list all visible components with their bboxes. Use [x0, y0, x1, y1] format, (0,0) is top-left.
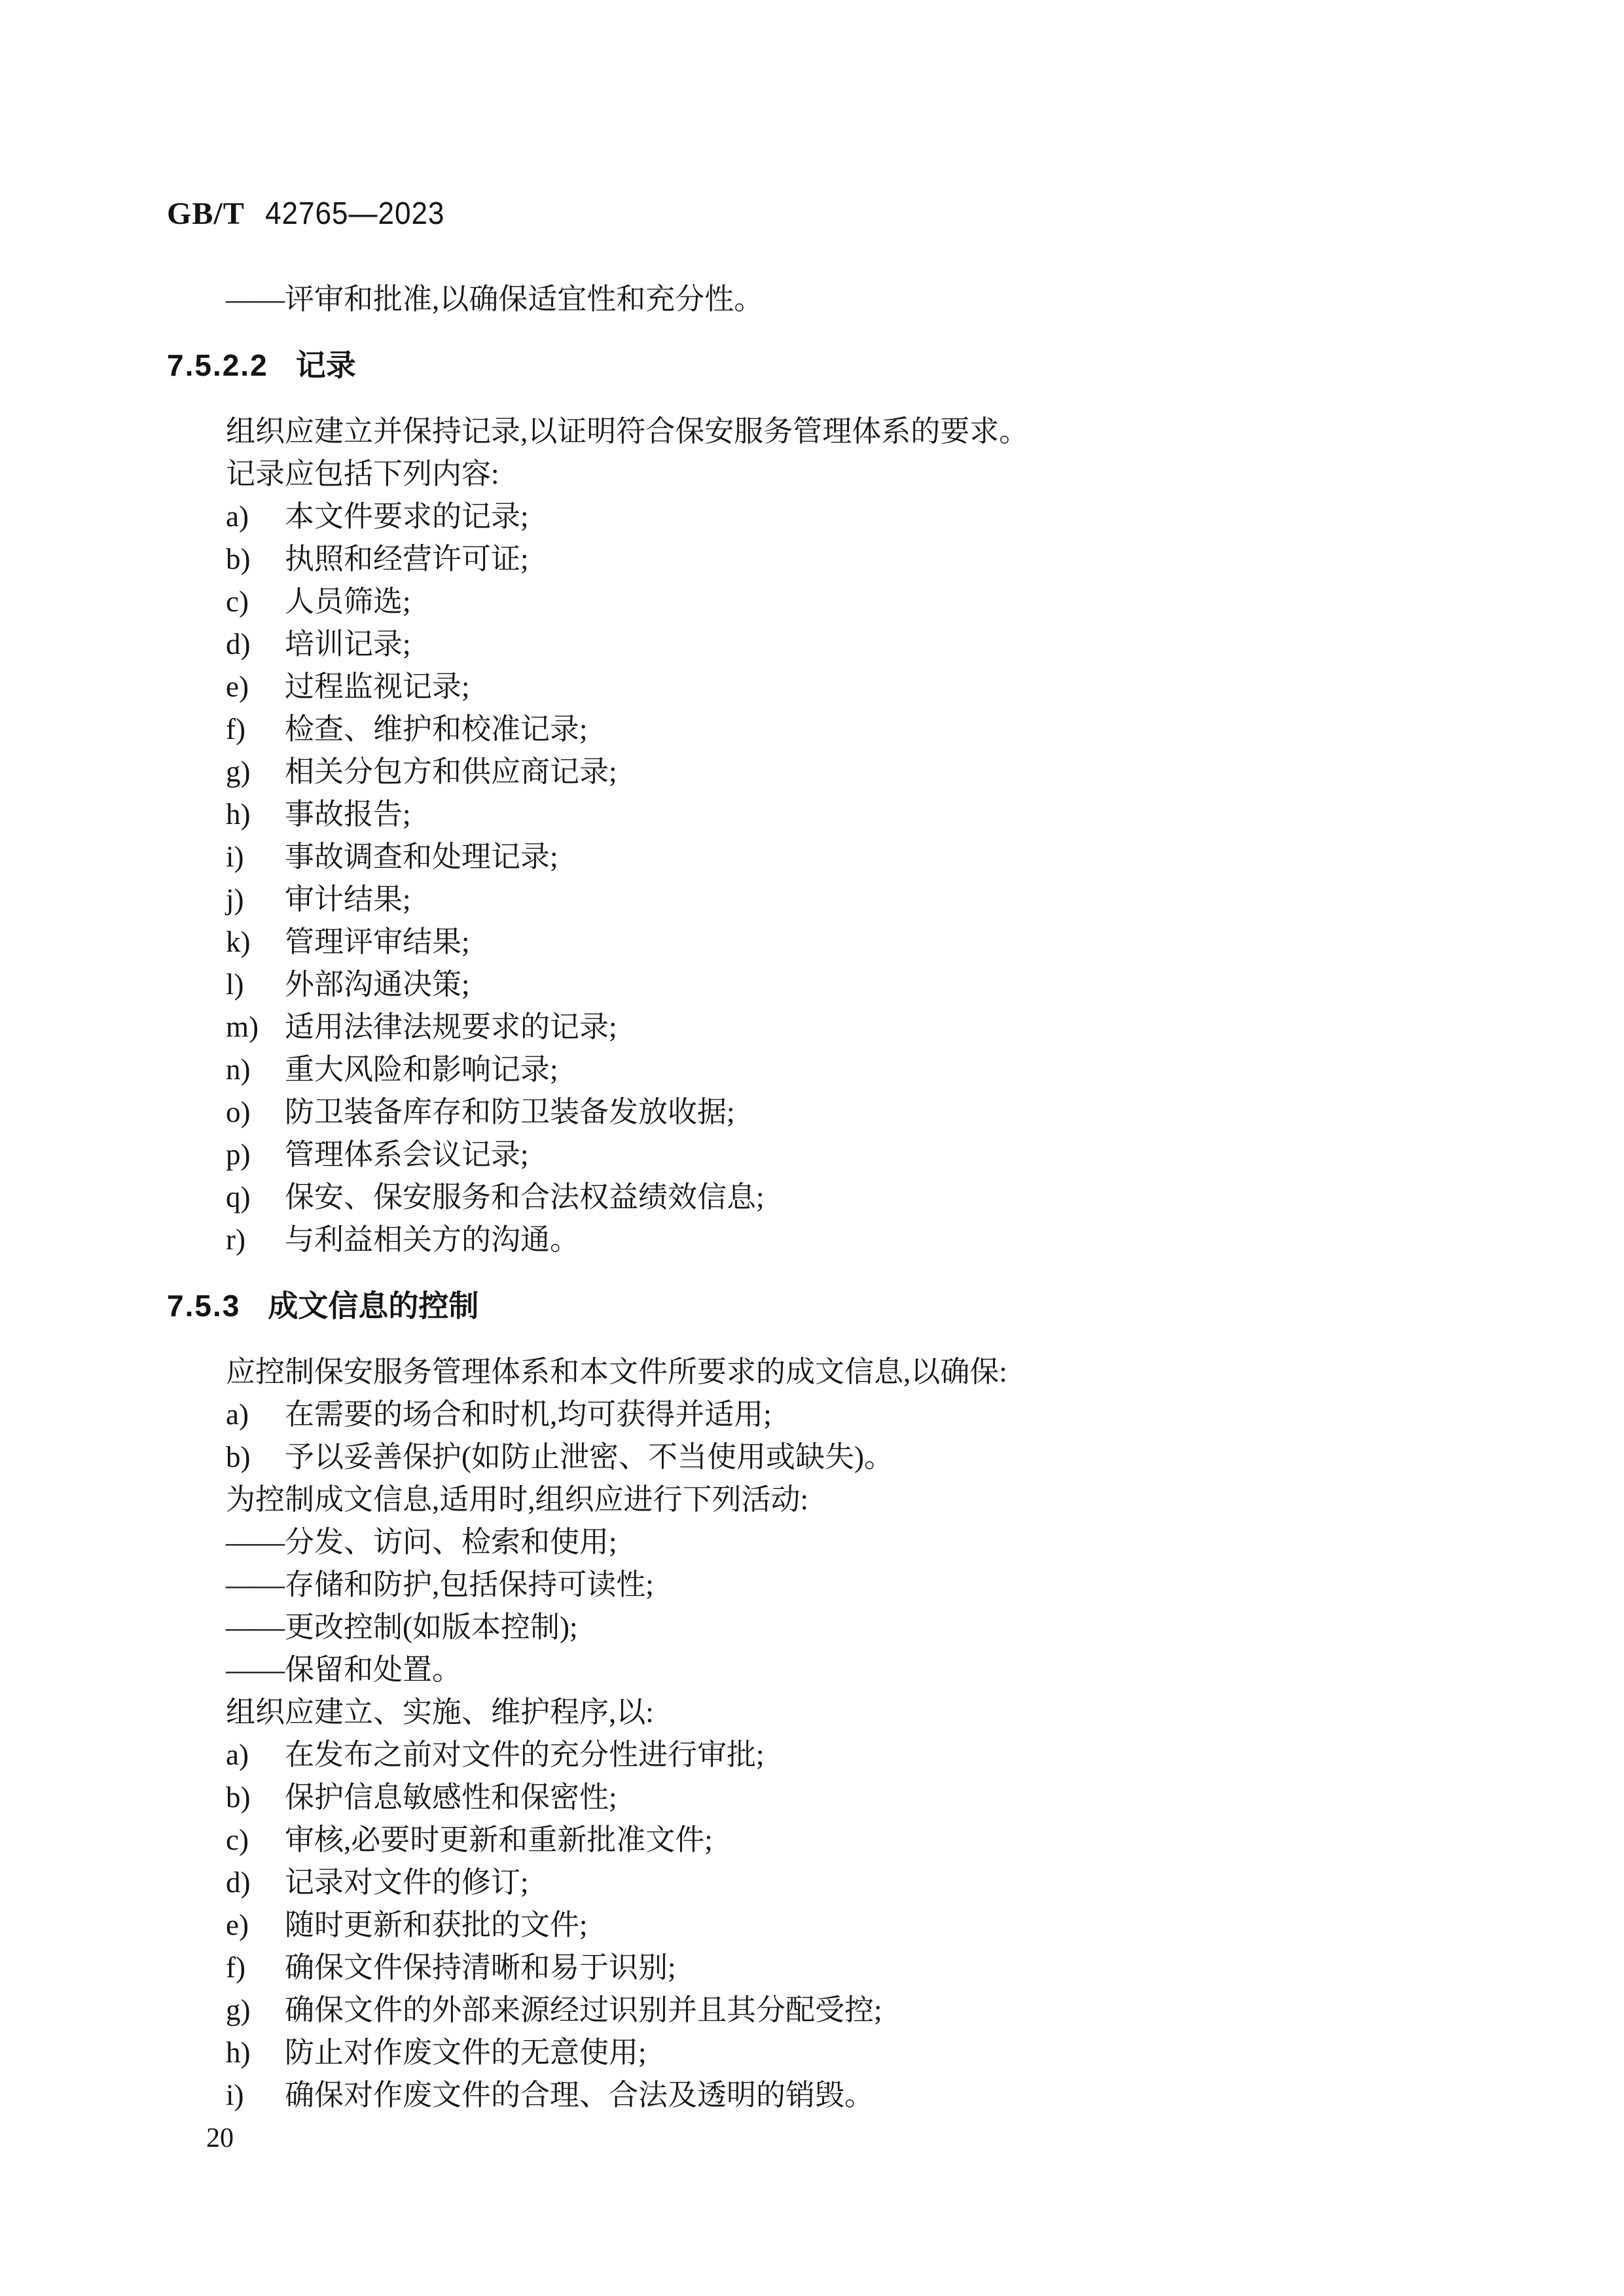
list-item: [167, 1219, 1470, 1261]
list-item: [167, 921, 1470, 963]
list-item-text: 防卫装备库存和防卫装备发放收据;: [285, 1096, 735, 1128]
dash-item-text: ——分发、访问、检索和使用;: [226, 1526, 617, 1558]
paragraph: 应控制保安服务管理体系和本文件所要求的成文信息,以确保:: [226, 1355, 1007, 1388]
dash-list-item: [167, 1521, 1470, 1564]
list-item-letter: h): [226, 798, 251, 831]
list-item-letter: h): [226, 2036, 251, 2069]
list-item: [167, 623, 1470, 666]
list-item: [167, 2032, 1470, 2074]
list-item: [167, 751, 1470, 793]
list-item: [167, 1946, 1470, 1989]
list-item: [167, 1861, 1470, 1904]
list-item-text: 相关分包方和供应商记录;: [285, 755, 617, 788]
list-item-text: 审计结果;: [285, 883, 411, 916]
list-item: [167, 1091, 1470, 1134]
list-item-letter: q): [226, 1181, 251, 1213]
list-item-letter: g): [226, 1994, 251, 2026]
page-number: 20: [206, 2123, 234, 2153]
list-item-letter: i): [226, 840, 244, 873]
list-item: [167, 666, 1470, 708]
list-item-letter: j): [226, 883, 244, 916]
list-item: [167, 538, 1470, 581]
list-item-text: 检查、维护和校准记录;: [285, 713, 588, 745]
dash-item-text: ——存储和防护,包括保持可读性;: [226, 1568, 654, 1601]
section-heading-7-5-3: [167, 1285, 1470, 1327]
list-item-text: 本文件要求的记录;: [285, 500, 529, 533]
list-item-text: 人员筛选;: [285, 585, 411, 618]
list-item-letter: m): [226, 1011, 259, 1043]
list-item-letter: c): [226, 1823, 249, 1856]
list-item-text: 执照和经营许可证;: [285, 543, 529, 575]
list-item-text: 重大风险和影响记录;: [285, 1053, 558, 1086]
standard-code-number: 42765—2023: [264, 196, 445, 231]
list-item: [167, 1989, 1470, 2032]
list-item-text: 保护信息敏感性和保密性;: [285, 1781, 617, 1814]
records-list: [167, 495, 1470, 1261]
list-item-letter: d): [226, 628, 251, 660]
list-item-text: 适用法律法规要求的记录;: [285, 1011, 617, 1043]
list-item-text: 确保对作废文件的合理、合法及透明的销毁。: [285, 2079, 875, 2111]
list-item-text: 审核,必要时更新和重新批准文件;: [285, 1823, 713, 1856]
list-item: [167, 1134, 1470, 1176]
list-item-text: 保安、保安服务和合法权益绩效信息;: [285, 1181, 765, 1213]
list-item: [167, 1776, 1470, 1819]
list-item-letter: b): [226, 1441, 251, 1473]
list-item-letter: c): [226, 585, 249, 618]
dash-list-item: [167, 1606, 1470, 1649]
list-item-text: 记录对文件的修订;: [285, 1866, 529, 1899]
paragraph: 组织应建立、实施、维护程序,以:: [226, 1696, 654, 1729]
list-item: [167, 2074, 1470, 2117]
paragraph: 记录应包括下列内容:: [226, 457, 499, 490]
dash-item-text: ——更改控制(如版本控制);: [226, 1611, 578, 1643]
list-item-letter: l): [226, 968, 244, 1001]
activities-dash-list: [167, 1521, 1470, 1691]
list-item: [167, 581, 1470, 623]
list-item-letter: k): [226, 925, 251, 958]
list-item: [167, 963, 1470, 1006]
list-item-letter: r): [226, 1223, 245, 1256]
list-item-letter: b): [226, 543, 251, 575]
list-item: [167, 708, 1470, 751]
list-item-letter: o): [226, 1096, 251, 1128]
section-number: 7.5.3: [167, 1289, 241, 1323]
list-item: [167, 1734, 1470, 1776]
list-item-text: 管理体系会议记录;: [285, 1138, 529, 1171]
list-item-letter: d): [226, 1866, 251, 1899]
dash-list-item: [167, 1564, 1470, 1606]
paragraph: 组织应建立并保持记录,以证明符合保安服务管理体系的要求。: [226, 415, 1029, 448]
assurance-list: [167, 1393, 1470, 1479]
standard-code-prefix: GB/T: [167, 196, 245, 231]
list-item-text: 事故报告;: [285, 798, 411, 831]
list-item-text: 管理评审结果;: [285, 925, 470, 958]
list-item: [167, 495, 1470, 538]
list-item: [167, 1819, 1470, 1861]
list-item: [167, 1176, 1470, 1219]
procedures-list: [167, 1734, 1470, 2117]
list-item-letter: a): [226, 1398, 249, 1431]
list-item-letter: e): [226, 670, 249, 703]
list-item-text: 在发布之前对文件的充分性进行审批;: [285, 1738, 765, 1771]
list-item-letter: p): [226, 1138, 251, 1171]
list-item: [167, 836, 1470, 878]
list-item: [167, 793, 1470, 836]
paragraph: 为控制成文信息,适用时,组织应进行下列活动:: [226, 1483, 809, 1516]
list-item: [167, 1904, 1470, 1946]
list-item-text: 防止对作废文件的无意使用;: [285, 2036, 647, 2069]
list-item-text: 事故调查和处理记录;: [285, 840, 558, 873]
section-number: 7.5.2.2: [167, 348, 268, 382]
list-item-letter: f): [226, 713, 245, 745]
list-item: [167, 1436, 1470, 1479]
list-item-text: 外部沟通决策;: [285, 968, 470, 1001]
list-item-text: 在需要的场合和时机,均可获得并适用;: [285, 1398, 772, 1431]
section-title: 记录: [295, 348, 356, 382]
list-item-letter: f): [226, 1951, 245, 1984]
list-item-letter: e): [226, 1909, 249, 1941]
list-item: [167, 1049, 1470, 1091]
document-code-header: [167, 198, 1470, 230]
list-item-letter: g): [226, 755, 251, 788]
list-item: [167, 1393, 1470, 1436]
section-heading-7-5-2-2: [167, 344, 1470, 387]
list-item-text: 与利益相关方的沟通。: [285, 1223, 580, 1256]
dash-item-text: ——评审和批准,以确保适宜性和充分性。: [226, 283, 764, 315]
list-item-letter: n): [226, 1053, 251, 1086]
list-item-text: 培训记录;: [285, 628, 411, 660]
section-title: 成文信息的控制: [268, 1289, 479, 1323]
list-item-text: 确保文件的外部来源经过识别并且其分配受控;: [285, 1994, 882, 2026]
list-item-text: 确保文件保持清晰和易于识别;: [285, 1951, 676, 1984]
dash-item-text: ——保留和处置。: [226, 1653, 462, 1686]
list-item-letter: i): [226, 2079, 244, 2111]
list-item-letter: a): [226, 500, 249, 533]
page-footer: [167, 2122, 1470, 2155]
list-item-letter: b): [226, 1781, 251, 1814]
list-item-text: 随时更新和获批的文件;: [285, 1909, 588, 1941]
list-item-text: 予以妥善保护(如防止泄密、不当使用或缺失)。: [285, 1441, 893, 1473]
list-item: [167, 878, 1470, 921]
list-item: [167, 1006, 1470, 1049]
list-item-text: 过程监视记录;: [285, 670, 470, 703]
list-item-letter: a): [226, 1738, 249, 1771]
dash-list-item: [167, 278, 1470, 321]
dash-list-item: [167, 1649, 1470, 1691]
